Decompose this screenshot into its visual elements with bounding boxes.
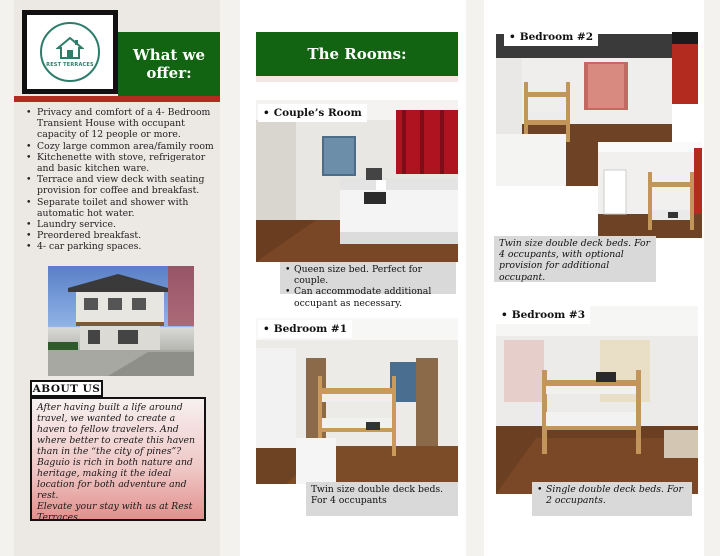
bedroom-1-caption: Twin size double deck beds. For 4 occupants xyxy=(306,482,458,516)
red-divider xyxy=(14,96,220,102)
list-item: • Can accommodate additional occupant as necessary. xyxy=(285,286,451,308)
house-logo-icon xyxy=(56,36,84,60)
couples-room-photo xyxy=(256,100,458,262)
offer-list xyxy=(26,107,216,253)
couples-room-label: • Couple’s Room xyxy=(258,104,367,122)
couples-room-caption xyxy=(280,262,456,309)
about-paragraph: Baguio is rich in both nature and heritage, making it the ideal location for both adventure and rest. xyxy=(37,457,193,501)
list-item: • Separate toilet and shower with automatic hot water. xyxy=(26,197,216,219)
list-item: • Queen size bed. Perfect for couple. xyxy=(285,264,451,286)
bedroom-1-photo xyxy=(256,318,458,484)
bedroom-2-caption: Twin size double deck beds. For 4 occupants, with optional provision for additional occupant. xyxy=(494,236,656,282)
list-item: • Cozy large common area/family room xyxy=(26,141,216,152)
bedroom-2-photo-secondary xyxy=(598,142,702,238)
side-accent-red xyxy=(672,44,698,104)
list-item: • Privacy and comfort of a 4- Bedroom Transient House with occupant capacity of 12 people or more. xyxy=(26,107,216,141)
about-us-title: ABOUT US xyxy=(30,380,103,397)
logo xyxy=(22,10,118,94)
bedroom-2-label: • Bedroom #2 xyxy=(504,28,598,46)
list-item: • Preordered breakfast. xyxy=(26,230,216,241)
list-item: • Kitchenette with stove, refrigerator and basic kitchen ware. xyxy=(26,152,216,174)
offer-title: What we offer: xyxy=(118,32,220,96)
side-accent-dark xyxy=(672,32,698,44)
divider xyxy=(256,76,458,82)
house-exterior-photo xyxy=(48,266,194,376)
bedroom-3-label: • Bedroom #3 xyxy=(496,306,590,324)
bedroom-3-caption: • Single double deck beds. For 2 occupants. xyxy=(532,482,692,516)
bedroom-1-label: • Bedroom #1 xyxy=(258,320,352,338)
about-paragraph: Elevate your stay with us at Rest Terraces. xyxy=(37,501,193,523)
bedroom-3-photo xyxy=(496,306,698,494)
rooms-title: The Rooms: xyxy=(256,32,458,76)
list-item: • Terrace and view deck with seating provision for coffee and breakfast. xyxy=(26,174,216,196)
logo-text: REST TERRACES xyxy=(46,62,94,68)
about-us-box xyxy=(30,397,206,521)
list-item: • Laundry service. xyxy=(26,219,216,230)
list-item: • 4- car parking spaces. xyxy=(26,241,216,252)
about-paragraph: After having built a life around travel, we wanted to create a haven to fellow travelers. And where better to create this haven than in the “the city of pines”? xyxy=(37,402,196,457)
